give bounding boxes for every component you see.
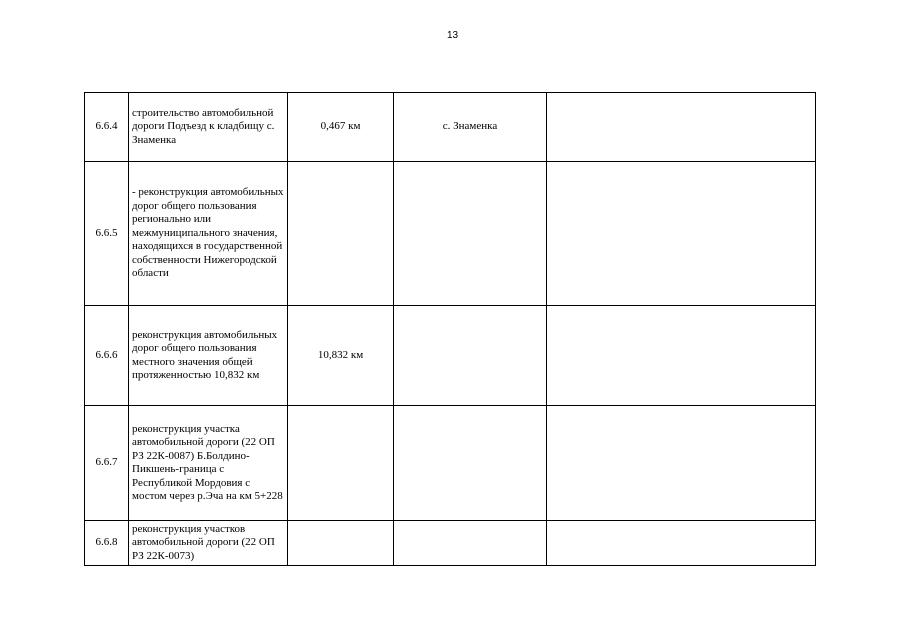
description-cell: реконструкция автомобильных дорог общего пользования местного значения общей протяженностью 10,832 км [129,306,288,406]
road-works-table [84,92,816,566]
table-row [85,306,816,406]
length-cell [288,162,394,306]
row-number-cell: 6.6.7 [85,406,129,521]
location-cell: с. Знаменка [394,93,547,162]
length-cell: 0,467 км [288,93,394,162]
description-cell: реконструкция участков автомобильной дороги (22 ОП РЗ 22К-0073) [129,521,288,566]
page-number: 13 [446,30,459,41]
row-number-cell: 6.6.6 [85,306,129,406]
description-cell: строительство автомобильной дороги Подъезд к кладбищу с. Знаменка [129,93,288,162]
location-cell [394,306,547,406]
length-cell [288,406,394,521]
location-cell [394,521,547,566]
table-row [85,93,816,162]
note-cell [547,306,816,406]
table-row [85,521,816,566]
location-cell [394,162,547,306]
table-row [85,406,816,521]
row-number-cell: 6.6.4 [85,93,129,162]
description-cell: реконструкция участка автомобильной дороги (22 ОП РЗ 22К-0087) Б.Болдино-Пикшень-граница с Республикой Мордовия с мостом через р.Эча на км 5+228 [129,406,288,521]
note-cell [547,93,816,162]
location-cell [394,406,547,521]
row-number-cell: 6.6.5 [85,162,129,306]
length-cell [288,521,394,566]
table-row [85,162,816,306]
row-number-cell: 6.6.8 [85,521,129,566]
note-cell [547,406,816,521]
note-cell [547,521,816,566]
note-cell [547,162,816,306]
length-cell: 10,832 км [288,306,394,406]
description-cell: - реконструкция автомобильных дорог общего пользования регионально или межмуниципального значения, находящихся в государственной собственности Нижегородской области [129,162,288,306]
